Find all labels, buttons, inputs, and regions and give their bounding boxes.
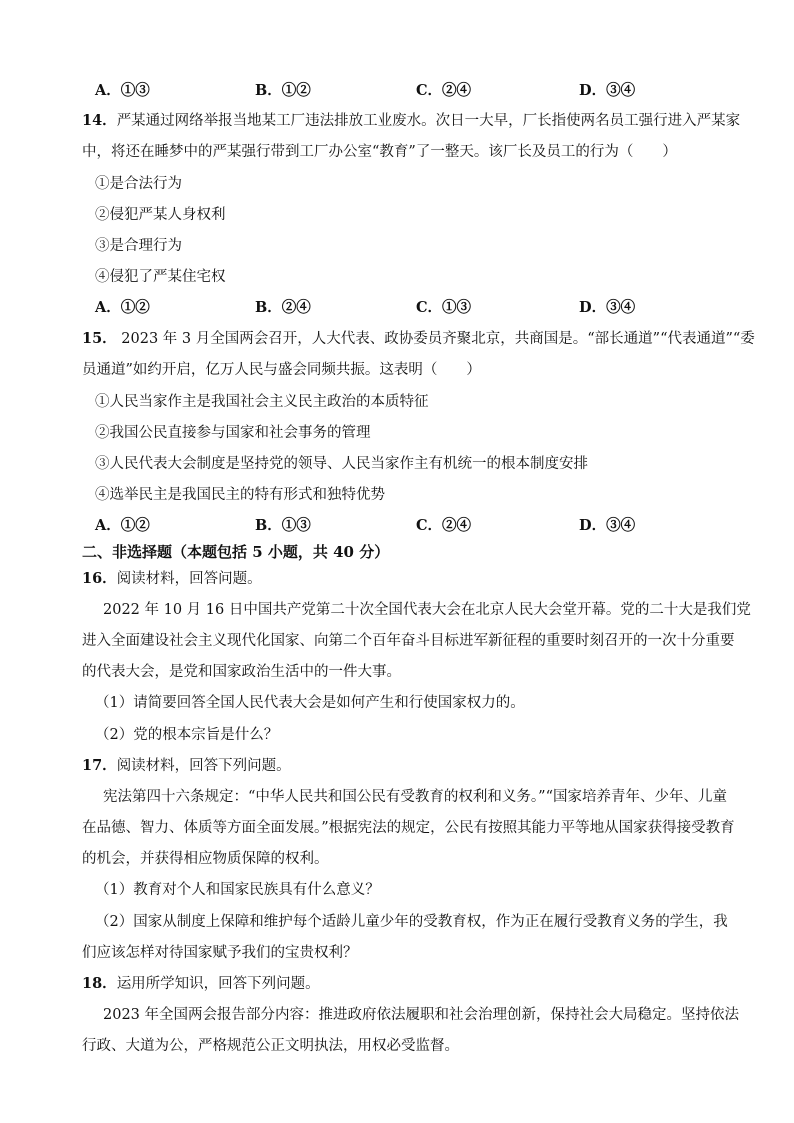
q17-material-line2: 在品德、智力、体质等方面全面发展。”根据宪法的规定，公民有按照其能力平等地从国家获得接受教育 xyxy=(82,820,735,836)
q18-material-line2: 行政、大道为公，严格规范公正文明执法，用权必受监督。 xyxy=(82,1038,459,1054)
q15-item-1: ①人民当家作主是我国社会主义民主政治的本质特征 xyxy=(95,394,429,410)
q15-item-3: ③人民代表大会制度是坚持党的领导、人民当家作主有机统一的根本制度安排 xyxy=(95,456,588,472)
q13-option-b[interactable]: B．①② xyxy=(255,82,311,99)
q16-subquestion-2: （2）党的根本宗旨是什么？ xyxy=(95,727,279,743)
q14-option-c[interactable]: C．①③ xyxy=(416,299,472,316)
q17-material-line1: 宪法第四十六条规定：“中华人民共和国公民有受教育的权利和义务。”“国家培养青年、少年、儿童 xyxy=(103,789,727,805)
q15-option-a[interactable]: A．①② xyxy=(95,517,150,534)
q17-material-line3: 的机会，并获得相应物质保障的权利。 xyxy=(82,851,329,867)
q13-option-d[interactable]: D．③④ xyxy=(579,82,636,99)
q18-stem: 18．运用所学知识，回答下列问题。 xyxy=(82,975,320,992)
q15-item-4: ④选举民主是我国民主的特有形式和独特优势 xyxy=(95,487,385,503)
q14-number: 14． xyxy=(82,112,117,129)
q15-item-2: ②我国公民直接参与国家和社会事务的管理 xyxy=(95,425,371,441)
q13-option-a[interactable]: A．①③ xyxy=(95,82,150,99)
q16-material-line1: 2022 年 10 月 16 日中国共产党第二十次全国代表大会在北京人民大会堂开幕。党的二十大是我们党 xyxy=(103,602,751,618)
q18-number: 18． xyxy=(82,975,117,992)
q15-option-b[interactable]: B．①③ xyxy=(255,517,311,534)
q15-number: 15． xyxy=(82,330,117,347)
section-2-heading: 二、非选择题（本题包括 5 小题，共 40 分） xyxy=(82,543,390,561)
q14-stem-line2: 中，将还在睡梦中的严某强行带到工厂办公室“教育”了一整天。该厂长及员工的行为（ ） xyxy=(82,144,677,160)
q14-option-b[interactable]: B．②④ xyxy=(255,299,311,316)
q17-subquestion-1: （1）教育对个人和国家民族具有什么意义？ xyxy=(95,882,380,898)
q15-stem-line2: 员通道”如约开启，亿万人民与盛会同频共振。这表明（ ） xyxy=(82,362,481,378)
q15-option-c[interactable]: C．②④ xyxy=(416,517,472,534)
q16-stem: 16．阅读材料，回答问题。 xyxy=(82,570,262,587)
q14-item-2: ②侵犯严某人身权利 xyxy=(95,207,226,223)
q16-number: 16． xyxy=(82,570,117,587)
q14-option-d[interactable]: D．③④ xyxy=(579,299,636,316)
q14-stem-line1: 14．严某通过网络举报当地某工厂违法排放工业废水。次日一大早，厂长指使两名员工强行进入严某家 xyxy=(82,112,741,129)
q13-option-c[interactable]: C．②④ xyxy=(416,82,472,99)
q17-stem: 17．阅读材料，回答下列问题。 xyxy=(82,757,291,774)
q14-item-3: ③是合理行为 xyxy=(95,238,182,254)
q14-item-1: ①是合法行为 xyxy=(95,176,182,192)
q17-subquestion-2-line1: （2）国家从制度上保障和维护每个适龄儿童少年的受教育权，作为正在履行受教育义务的学生，我 xyxy=(95,914,728,930)
q17-number: 17． xyxy=(82,757,117,774)
q16-material-line3: 的代表大会，是党和国家政治生活中的一件大事。 xyxy=(82,664,401,680)
q15-stem-line1: 15． 2023 年 3 月全国两会召开，人大代表、政协委员齐聚北京，共商国是。“部长通道”“代表通道”“委 xyxy=(82,330,755,347)
q15-option-d[interactable]: D．③④ xyxy=(579,517,636,534)
q17-subquestion-2-line2: 们应该怎样对待国家赋予我们的宝贵权利？ xyxy=(82,945,358,961)
q14-item-4: ④侵犯了严某住宅权 xyxy=(95,269,226,285)
q14-option-a[interactable]: A．①② xyxy=(95,299,150,316)
q16-material-line2: 进入全面建设社会主义现代化国家、向第二个百年奋斗目标进军新征程的重要时刻召开的一次十分重要 xyxy=(82,633,735,649)
q18-material-line1: 2023 年全国两会报告部分内容：推进政府依法履职和社会治理创新，保持社会大局稳定。坚持依法 xyxy=(103,1007,740,1023)
q16-subquestion-1: （1）请简要回答全国人民代表大会是如何产生和行使国家权力的。 xyxy=(95,695,525,711)
